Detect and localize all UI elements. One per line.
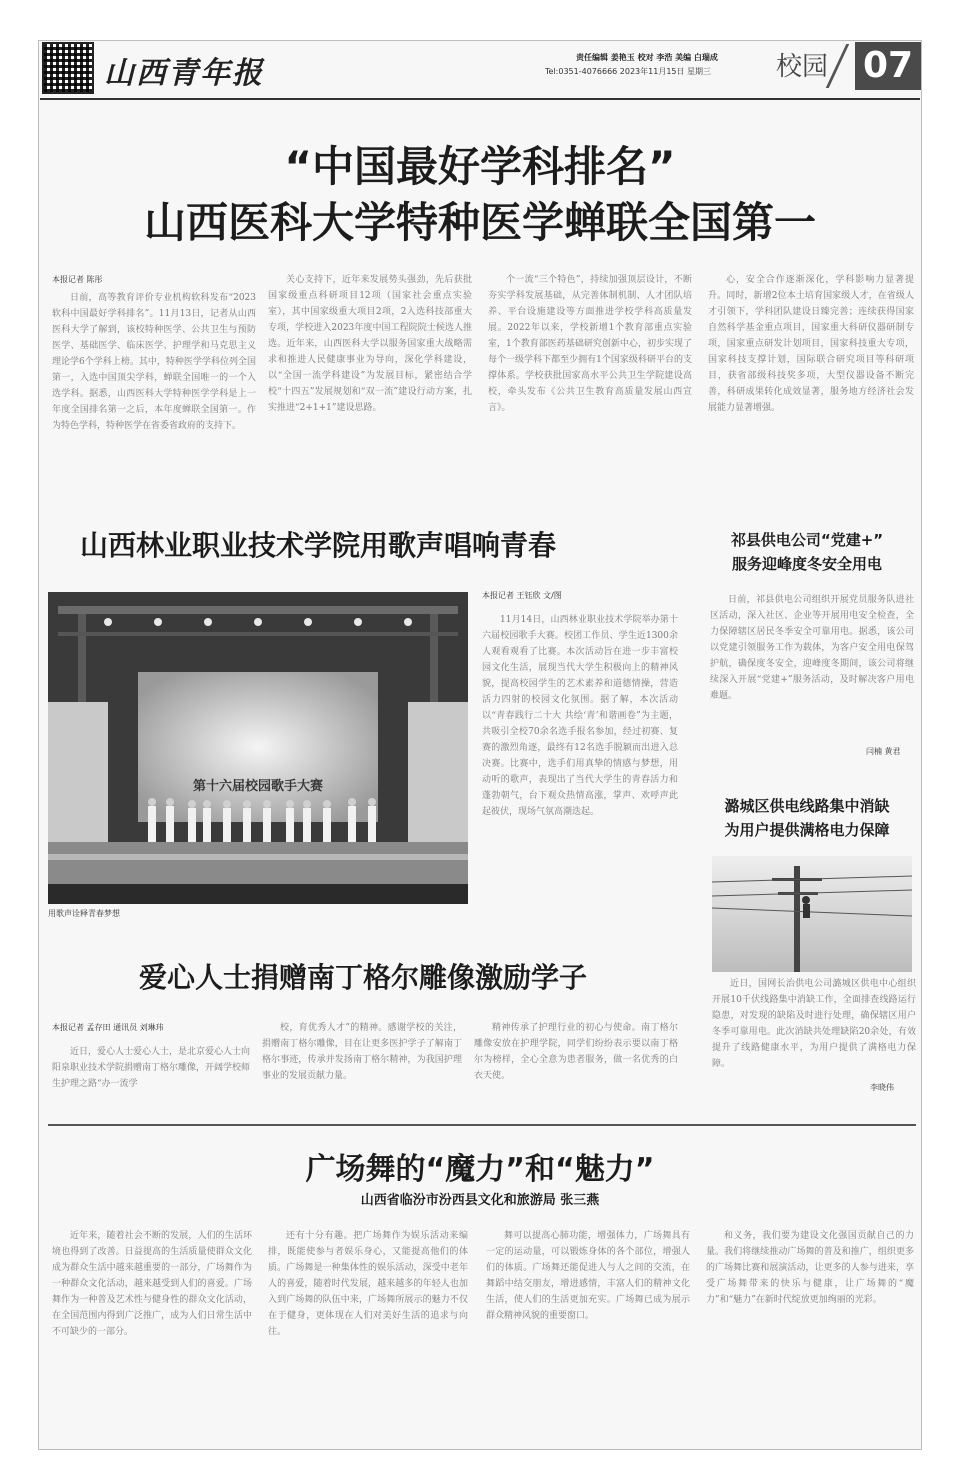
section-label: 校园	[776, 52, 829, 82]
article1-col2-text: 关心支持下，近年来发展势头强劲，先后获批国家级重点科研项目12项（国家社会重点实验室），其中国家级重大项目2项，2入选科技部重大专项，学校进入2023年度中国工程院院士候选人推选。近年来，山西医科大学以服务国家重大战略需求和推进人民健康事业为导向，深化学科建设，以“全国一流学科建设”为发展目标，紧密结合学校“十四五”发展规划和“双一流”建设行动方案，扎实推进“2+1+1”建设思路。	[268, 275, 472, 413]
masthead-rule	[40, 98, 920, 100]
article1-col3	[488, 272, 692, 482]
article4-col1-text: 近年来，随着社会不断的发展，人们的生活环境也得到了改善。日益提高的生活质量使群众文化成为群众生活中越来越重要的一部分，广场舞作为一种群众文化活动，越来越受到人们的喜爱。广场舞作为一种普及艺术性与健身性的群众文化活动，在全国范围内得到广泛推广，成为人们日常生活中不可缺少的一部分。	[52, 1231, 252, 1337]
article3-col1	[52, 1044, 250, 1094]
article3-col2-text: 校，育优秀人才”的精神。感谢学校的关注，捐赠南丁格尔雕像，目在让更多医护学子了解南丁格尔事迹，传承并发扬南丁格尔精神，为我国护理事业的发展贡献力量。	[262, 1023, 462, 1081]
article3-col3	[474, 1020, 678, 1096]
article1-col4	[708, 272, 914, 482]
stage-banner-text: 第十六届校园歌手大赛	[192, 779, 324, 794]
sidebar1-title-line1: 祁县供电公司“党建+”	[730, 531, 884, 549]
section-divider-rule	[48, 1124, 916, 1126]
article4-col4-text: 和义务，我们要为建设文化强国贡献自己的力量。我们将继续推动广场舞的普及和推广，组织更多的广场舞比赛和展演活动，让更多的人参与进来，享受广场舞带来的快乐与健康，让广场舞的“魔力”和“魅力”在新时代绽放更加绚丽的光彩。	[706, 1231, 914, 1305]
article2-byline: 本报记者 王钰欣 文/图	[482, 591, 562, 600]
article1-col1-text: 日前，高等教育评价专业机构软科发布“2023软科中国最好学科排名”。11月13日，记者从山西医科大学了解到，该校特种医学、公共卫生与预防医学、基础医学、临床医学、护理学和马克思主义理论学6个学科上榜。其中，特种医学学科位列全国第一，入选中国顶尖学科，蝉联全国唯一的一个入选学科。据悉，山西医科大学特种医学学科是上一年度全国排名第一之后，本年度蝉联全国第一。作为特色学科，特种医学在省委省政府的支持下。	[52, 293, 256, 431]
article4-title: 广场舞的“魔力”和“魅力”	[305, 1152, 655, 1187]
singing-contest-photo	[48, 592, 468, 904]
article3-byline: 本报记者 孟存田 通讯员 刘琳玮	[52, 1023, 164, 1032]
power-line-photo	[712, 856, 912, 972]
article1-col3-text: 个一流“三个特色”，持续加强顶层设计，不断夯实学科发展基础，从完善体制机制、人才团队培养、平台设施建设等方面推进学校学科高质量发展。2022年以来，学校新增1个教育部重点实验室，1个教育部医药基础研究创新中心，初步实现了每个一级学科下都至少拥有1个国家级科研平台的支撑体系。学校获批国家高水平公共卫生学院建设高校，牵头发布《公共卫生教育高质量发展山西宣言》。	[488, 275, 692, 413]
article4-col3-text: 舞可以提高心肺功能，增强体力，广场舞具有一定的运动量，可以锻炼身体的各个部位，增强人们的体质。广场舞还能促进人与人之间的交流，在舞蹈中结交朋友，增进感情，丰富人们的精神文化生活，使人们的生活更加充实。广场舞已成为展示群众精神风貌的重要窗口。	[486, 1231, 690, 1321]
article1-title-line2: 山西医科大学特种医学蝉联全国第一	[143, 198, 816, 247]
photo-caption: 用歌声诠释青春梦想	[48, 909, 120, 918]
sidebar2-body-text: 近日，国网长治供电公司潞城区供电中心组织开展10千伏线路集中消缺工作，全面排查线路运行隐患，对发现的缺陷及时进行处理，确保辖区用户冬季可靠用电。此次消缺共处理缺陷20余处，有效提升了线路健康水平，为用户提供了满格电力保障。	[712, 979, 916, 1069]
article3-col3-text: 精神传承了护理行业的初心与使命。南丁格尔雕像安放在护理学院，同学们纷纷表示要以南丁格尔为榜样，全心全意为患者服务，做一名优秀的白衣天使。	[474, 1023, 678, 1081]
sidebar2-title-line2: 为用户提供满格电力保障	[724, 821, 890, 839]
article3-col1-text: 近日，爱心人士爱心人士，是北京爱心人士向阳泉职业技术学院捐赠南丁格尔雕像，开阔学校师生护理之路“办一流学	[52, 1047, 250, 1089]
article4-col2	[268, 1228, 468, 1438]
article2-body-text: 11月14日，山西林业职业技术学院举办第十六届校园歌手大赛。校团工作员、学生近1300余人观看观看了比赛。本次活动旨在进一步丰富校园文化生活，展现当代大学生积极向上的精神风貌，提高校园学生的艺术素养和道德情操，营造活力四射的校园文化氛围。据了解，本次活动以“青春践行二十大 共绘‘青’和谐画卷”为主题，共吸引全校70余名选手报名参加，经过初赛、复赛的激烈角逐，最终有12名选手脱颖而出进入总决赛。比赛中，选手们用真挚的情感与梦想，用动听的歌声，表现出了当代大学生的青春活力和蓬勃朝气，台下观众热情高涨，掌声、欢呼声此起彼伏，现场气氛高潮迭起。	[482, 615, 678, 817]
sidebar1-body-text: 日前，祁县供电公司组织开展党员服务队进社区活动，深入社区、企业等开展用电安全检查，全力保障辖区居民冬季安全可靠用电。据悉，该公司以党建引领服务工作为载体，为客户安全用电保驾护航，确保度冬安全，迎峰度冬期间，该公司将继续深入开展“党建+”服务活动，及时解决客户用电难题。	[710, 595, 914, 701]
sidebar2-title-line1: 潞城区供电线路集中消缺	[724, 797, 890, 815]
article3-title: 爱心人士捐赠南丁格尔雕像激励学子	[138, 961, 587, 994]
article1-col2	[268, 272, 472, 482]
newspaper-logo: 山西青年报	[104, 56, 264, 91]
qr-code-icon	[42, 42, 94, 94]
editors-line: 责任编辑 姜艳玉 校对 李浩 美编 白瑞成	[576, 53, 718, 62]
sidebar1-body	[710, 592, 914, 736]
sidebar2-body	[712, 976, 916, 1088]
article4-col3	[486, 1228, 690, 1438]
article4-col1	[52, 1228, 252, 1438]
article2-body	[482, 612, 678, 924]
article4-subtitle: 山西省临汾市汾西县文化和旅游局 张三燕	[360, 1193, 600, 1208]
article2-title: 山西林业职业技术学院用歌声唱响青春	[80, 529, 557, 562]
power-line-illustration	[712, 856, 912, 972]
article4-col4	[706, 1228, 914, 1438]
tel-date-line: Tel:0351-4076666 2023年11月15日 星期三	[545, 67, 712, 76]
article1-col4-text: 心，安全合作逐渐深化，学科影响力显著提升。同时，新增2位本土培育国家级人才，在省级人才引领下，学科团队建设日臻完善；连续获得国家自然科学基金重点项目，国家重大科研仪器研制专项，国家重点研发计划项目，国家科技重大专项，国家科技支撑计划，国际联合研究项目等科研项目，获省部级科技奖多项，大型仪器设备不断完善，科研成果转化成效显著，服务地方经济社会发展能力显著增强。	[708, 275, 914, 413]
article1-title-line1: “中国最好学科排名”	[284, 142, 676, 191]
article1-byline: 本报记者 陈彤	[52, 275, 103, 284]
article3-col2	[262, 1020, 462, 1096]
stage-illustration	[48, 592, 468, 904]
article4-col2-text: 还有十分有趣。把广场舞作为娱乐活动来编排，既能使参与者娱乐身心，又能提高他们的体质。广场舞是一种集体性的娱乐活动，深受中老年人的喜爱，随着时代发展，越来越多的年轻人也加入到广场舞的队伍中来，广场舞所展示的魅力不仅在于健身，更体现在人们对美好生活的追求与向往。	[268, 1231, 468, 1337]
article1-col1	[52, 290, 256, 482]
sidebar2-signoff: 李晓伟	[870, 1083, 894, 1092]
sidebar1-title-line2: 服务迎峰度冬安全用电	[731, 555, 882, 573]
page-number: 07	[855, 42, 921, 90]
sidebar1-signoff: 闫楠 黄君	[866, 747, 901, 756]
